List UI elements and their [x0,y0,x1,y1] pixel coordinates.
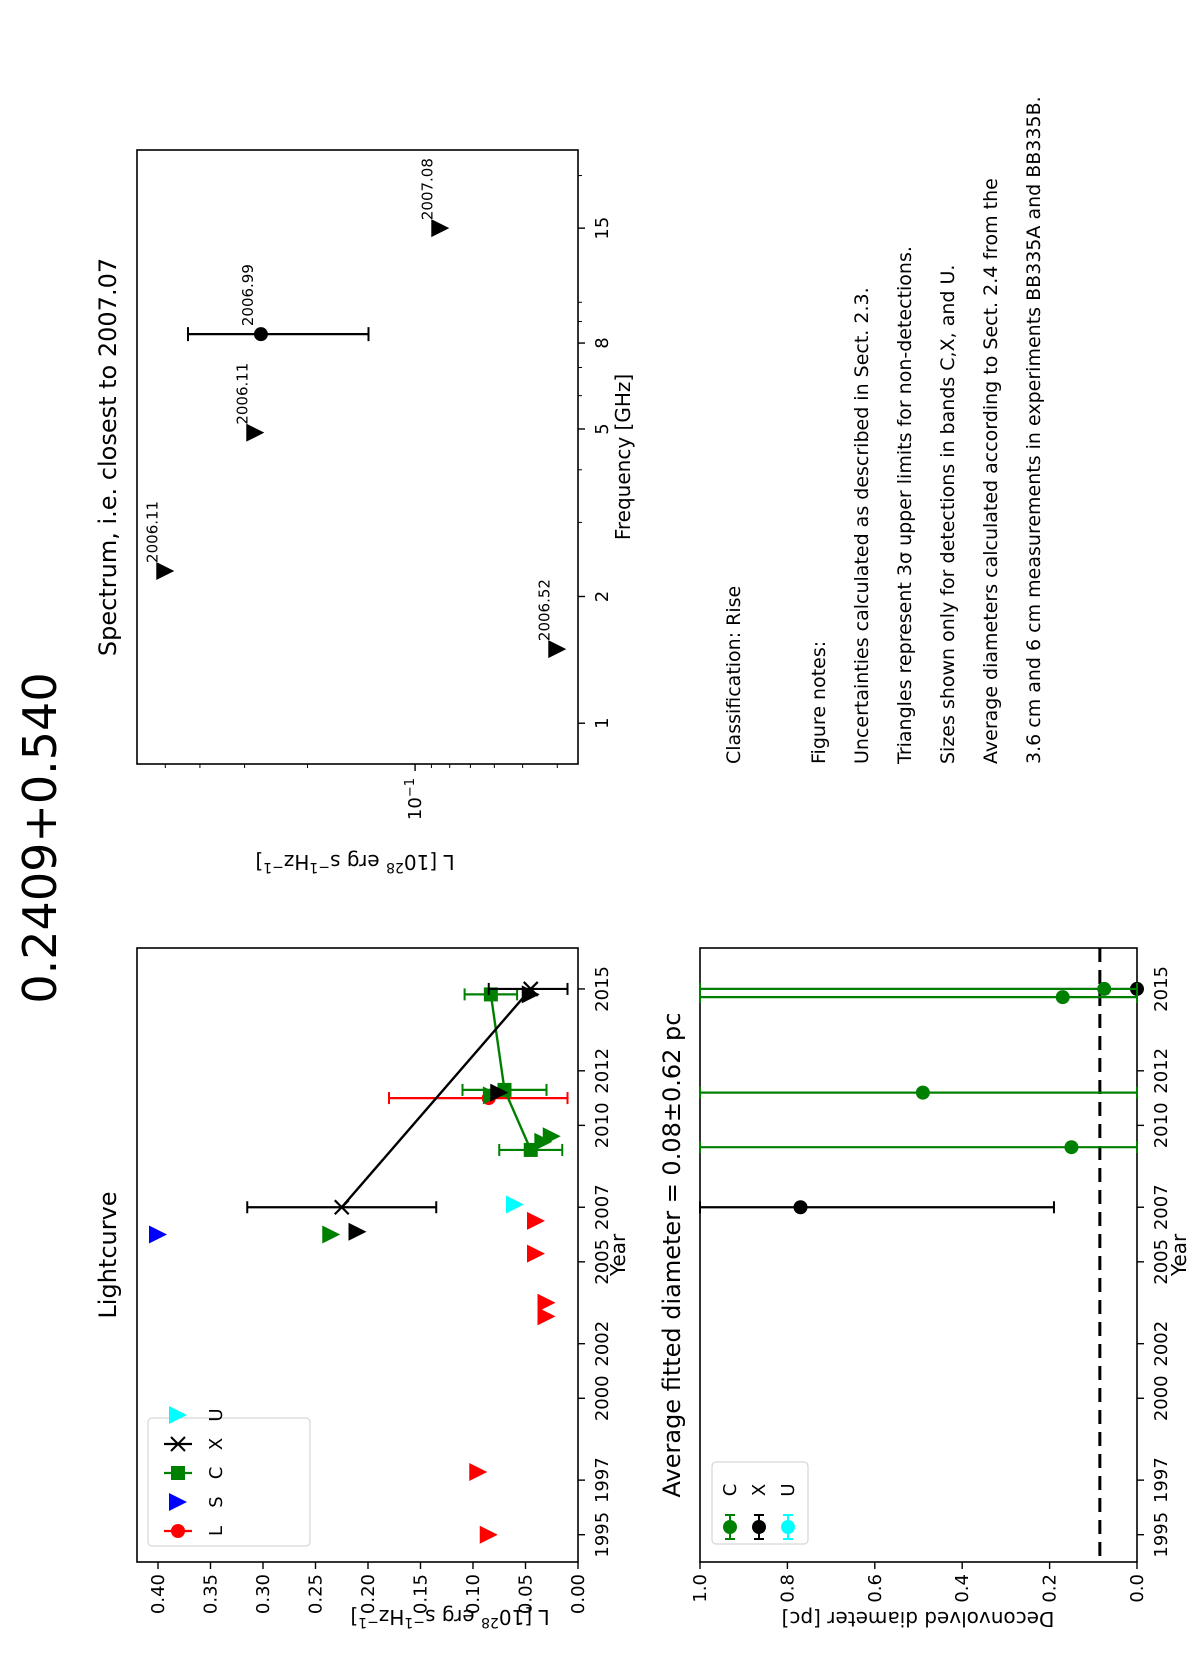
note-line: Uncertainties calculated as described in Sect. 2.3. [851,287,873,764]
point-epoch-label: 2006.52 [535,579,554,642]
lightcurve-title: Lightcurve [94,1191,122,1319]
upper-limit-point [246,424,264,442]
legend-label-L: L [206,1525,227,1537]
upper-limit-X [349,1223,367,1241]
legend-marker-X [752,1520,766,1534]
x-tick-label: 2010 [1151,1102,1172,1149]
point-epoch-label: 2006.11 [233,362,252,425]
upper-limit-L [480,1526,498,1544]
upper-limit-point [431,219,449,237]
point-epoch-label: 2006.99 [238,264,257,327]
note-line: Triangles represent 3σ upper limits for non-detections. [894,246,916,764]
x-tick-label: 2012 [592,1047,613,1094]
note-line: 3.6 cm and 6 cm measurements in experiments BB335A and BB335B. [1023,96,1045,764]
y-tick-label: 0.30 [253,1574,274,1615]
x-tick-label: 2000 [1151,1375,1172,1422]
series-line-C [491,994,531,1150]
x-tick-label: 2005 [1151,1238,1172,1285]
x-tick-label: 1995 [1151,1511,1172,1558]
point-C [1097,982,1111,996]
x-tick-label: 2 [592,590,613,603]
spectrum-y-ticks [165,764,557,820]
lightcurve-x-label: Year [606,1233,630,1277]
upper-limit-point [548,640,566,658]
x-tick-label: 15 [592,216,613,240]
point-epoch-label: 2007.08 [418,158,437,221]
x-tick-label: 1997 [592,1457,613,1504]
upper-limit-L [538,1294,556,1312]
detection-point [254,327,268,341]
upper-limit-point [156,562,174,580]
point-epoch-label: 2006.11 [143,500,162,563]
spectrum-marks [143,158,566,658]
point-C [1064,1140,1078,1154]
y-tick-label: $10^{-1}$ [402,778,427,821]
spectrum-x-ticks [578,176,613,729]
figure-notes [723,96,1045,765]
x-tick-label: 2007 [592,1184,613,1231]
lightcurve-panel [94,948,630,1630]
upper-limit-L [527,1212,545,1230]
notes-header: Figure notes: [808,640,830,764]
spectrum-frame [137,150,578,764]
upper-limit-L [527,1245,545,1263]
x-tick-label: 8 [592,337,613,349]
x-tick-label: 2007 [1151,1184,1172,1231]
y-tick-label: 0.15 [410,1574,432,1615]
x-tick-label: 2000 [592,1375,613,1422]
x-tick-label: 2002 [592,1320,613,1367]
y-tick-label: 0.2 [1039,1574,1061,1603]
legend-marker-C [723,1520,737,1534]
x-tick-label: 2012 [1151,1047,1172,1094]
legend-marker-U [781,1520,795,1534]
legend-label-U: U [206,1408,227,1422]
upper-limit-C [543,1127,561,1145]
x-tick-label: 5 [592,423,613,435]
upper-limit-U [506,1196,524,1214]
diameter-x-label: Year [1167,1233,1191,1277]
legend-label-S: S [206,1496,227,1508]
lightcurve-legend [148,1406,310,1546]
y-tick-label: 0.05 [515,1574,537,1615]
y-tick-label: 0.25 [305,1574,327,1615]
spectrum-x-label: Frequency [GHz] [611,373,635,541]
x-tick-label: 1997 [1151,1457,1172,1504]
x-tick-label: 2015 [592,966,613,1012]
upper-limit-S [149,1226,167,1244]
y-tick-label: 0.35 [200,1574,222,1615]
diameter-panel [658,948,1191,1631]
point-X [794,1200,808,1214]
y-tick-label: 0.6 [864,1574,886,1603]
y-tick-label: 0.20 [358,1574,379,1615]
spectrum-y-label: L [$10^{28}$ erg $s^{-1}Hz^{-1}$] [255,850,455,875]
diameter-title: Average fitted diameter = 0.08±0.62 pc [658,1012,686,1498]
spectrum-panel [94,150,635,875]
point-C [1056,990,1070,1004]
y-tick-label: 0.40 [148,1574,169,1615]
point-C [916,1086,930,1100]
x-tick-label: 2002 [1151,1320,1172,1367]
x-tick-label: 1 [592,717,613,729]
y-tick-label: 0.0 [1127,1574,1148,1603]
point-C [524,1143,538,1157]
spectrum-title: Spectrum, i.e. closest to 2007.07 [94,257,122,657]
x-tick-label: 2005 [592,1238,613,1285]
diameter-y-label: Deconvolved diameter [pc] [781,1607,1055,1631]
diameter-y-ticks [690,1562,1148,1603]
x-tick-label: 1995 [592,1511,613,1558]
note-line: Average diameters calculated according to Sect. 2.4 from the [980,178,1002,764]
legend-label-U: U [778,1483,799,1497]
legend-label-X: X [206,1437,227,1451]
upper-limit-L [469,1463,487,1481]
note-line: Sizes shown only for detections in bands C,X, and U. [937,264,959,764]
y-tick-label: 0.4 [952,1574,974,1603]
classification-text: Classification: Rise [723,585,745,764]
x-tick-label: 2015 [1151,966,1172,1012]
y-tick-label: 1.0 [690,1574,711,1603]
y-tick-label: 0.10 [463,1574,484,1615]
lightcurve-y-label: L [$10^{28}$ erg $s^{-1}Hz^{-1}$] [350,1605,550,1630]
upper-limit-C [322,1226,340,1244]
legend-marker-L [171,1524,185,1538]
y-tick-label: 0.00 [568,1574,589,1615]
diameter-legend [712,1462,808,1544]
legend-label-C: C [206,1466,227,1480]
x-tick-label: 2010 [592,1102,613,1149]
legend-label-C: C [720,1483,741,1497]
legend-label-X: X [749,1483,770,1497]
legend-marker-C [171,1466,185,1480]
page-title: 0.2409+0.540 [13,672,67,1004]
y-tick-label: 0.8 [777,1574,799,1603]
